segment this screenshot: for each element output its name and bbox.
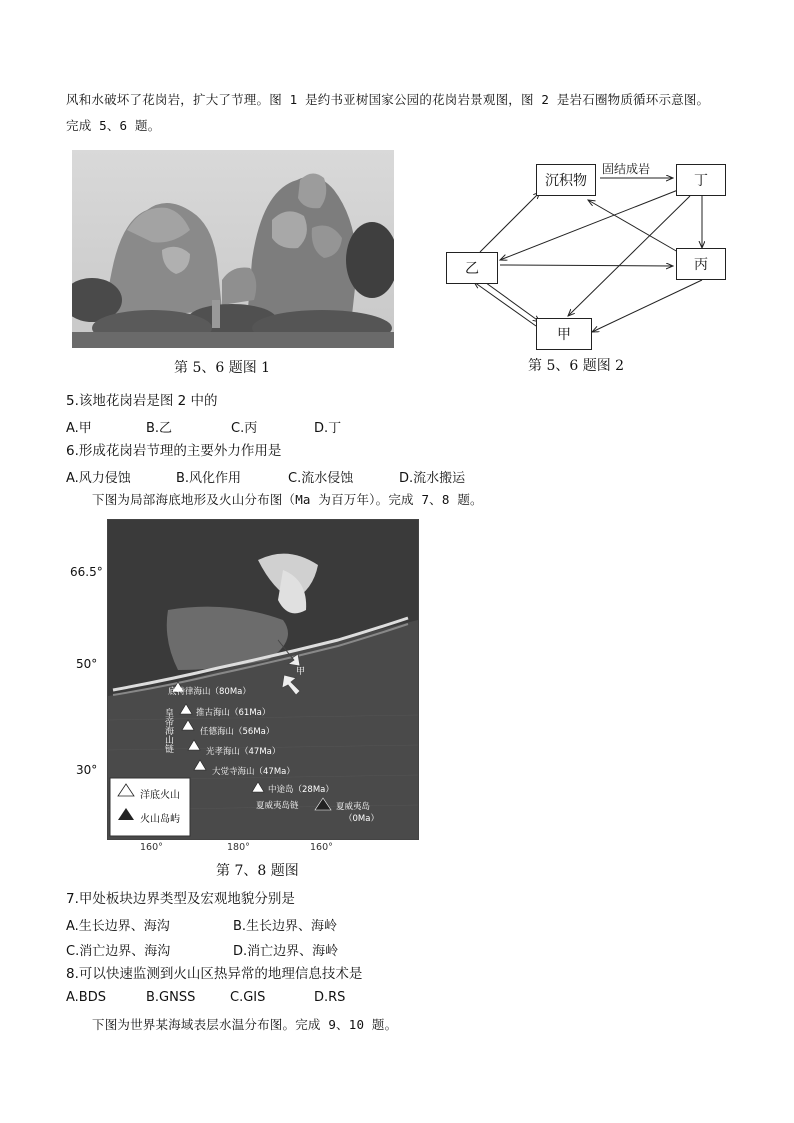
- q6-option-b: B.风化作用: [176, 471, 242, 486]
- lat-label-30: 30°: [76, 763, 98, 777]
- lon-label-160e: 160°: [140, 842, 163, 853]
- intro-5-6-line2: 完成 5、6 题。: [66, 118, 161, 133]
- q5-option-a: A.甲: [66, 421, 92, 436]
- seamount-daikakuji: 大觉寺海山（47Ma）: [212, 767, 295, 777]
- seafloor-volcano-map: [107, 519, 419, 840]
- lon-label-160w: 160°: [310, 842, 333, 853]
- hawaii-chain-label: 夏威夷岛链: [256, 801, 299, 811]
- box-jia: 甲: [536, 318, 592, 350]
- q7-stem: 7.甲处板块边界类型及宏观地貌分别是: [66, 891, 295, 907]
- seamount-koko: 光孝海山（47Ma）: [206, 747, 281, 757]
- seamount-suiko: 推古海山（61Ma）: [196, 708, 271, 718]
- legend-seamount: 洋底火山: [140, 790, 180, 801]
- q7-option-c: C.消亡边界、海沟: [66, 944, 171, 959]
- q8-option-a: A.BDS: [66, 990, 106, 1005]
- q5-stem: 5.该地花岗岩是图 2 中的: [66, 393, 218, 409]
- legend-island: 火山岛屿: [140, 814, 180, 825]
- lat-label-66: 66.5°: [70, 565, 103, 579]
- q5-option-d: D.丁: [314, 421, 342, 436]
- figure1-caption: 第 5、6 题图 1: [174, 360, 271, 376]
- lat-label-50: 50°: [76, 657, 98, 671]
- q6-option-c: C.流水侵蚀: [288, 471, 354, 486]
- q5-option-c: C.丙: [231, 421, 258, 436]
- map-caption: 第 7、8 题图: [216, 863, 299, 879]
- box-sediment: 沉积物: [536, 164, 596, 196]
- q6-option-a: A.风力侵蚀: [66, 471, 131, 486]
- seamount-detroit: 底特律海山（80Ma）: [168, 687, 251, 697]
- q7-option-b: B.生长边界、海岭: [233, 919, 338, 934]
- box-yi: 乙: [446, 252, 498, 284]
- seamount-nintoku: 任德海山（56Ma）: [200, 727, 275, 737]
- q8-option-d: D.RS: [314, 990, 346, 1005]
- q8-option-c: C.GIS: [230, 990, 266, 1005]
- q8-stem: 8.可以快速监测到火山区热异常的地理信息技术是: [66, 966, 363, 982]
- intro-7-8: 下图为局部海底地形及火山分布图（Ma 为百万年）。完成 7、8 题。: [92, 492, 483, 507]
- lon-label-180: 180°: [227, 842, 250, 853]
- intro-9-10: 下图为世界某海域表层水温分布图。完成 9、10 题。: [92, 1017, 398, 1032]
- marker-jia: 甲: [296, 667, 306, 677]
- box-bing: 丙: [676, 248, 726, 280]
- q7-option-a: A.生长边界、海沟: [66, 919, 170, 934]
- hawaii-age: （0Ma）: [344, 814, 379, 824]
- q7-option-d: D.消亡边界、海岭: [233, 944, 339, 959]
- midway-island: 中途岛（28Ma）: [268, 785, 334, 795]
- q6-stem: 6.形成花岗岩节理的主要外力作用是: [66, 443, 282, 459]
- arrow-label-lithification: 固结成岩: [602, 162, 651, 176]
- q8-option-b: B.GNSS: [146, 990, 196, 1005]
- intro-5-6-line1: 风和水破坏了花岗岩，扩大了节理。图 1 是约书亚树国家公园的花岗岩景观图，图 2 是岩石圈物质循环示意图。: [66, 92, 710, 107]
- hawaii-island: 夏威夷岛: [336, 802, 371, 812]
- box-ding: 丁: [676, 164, 726, 196]
- q5-option-b: B.乙: [146, 421, 173, 436]
- rock-cycle-diagram: [440, 150, 760, 350]
- emperor-chain-label: 皇帝海山链: [163, 708, 173, 753]
- figure2-caption: 第 5、6 题图 2: [528, 358, 625, 374]
- granite-landscape-photo: [72, 150, 394, 348]
- q6-option-d: D.流水搬运: [399, 471, 466, 486]
